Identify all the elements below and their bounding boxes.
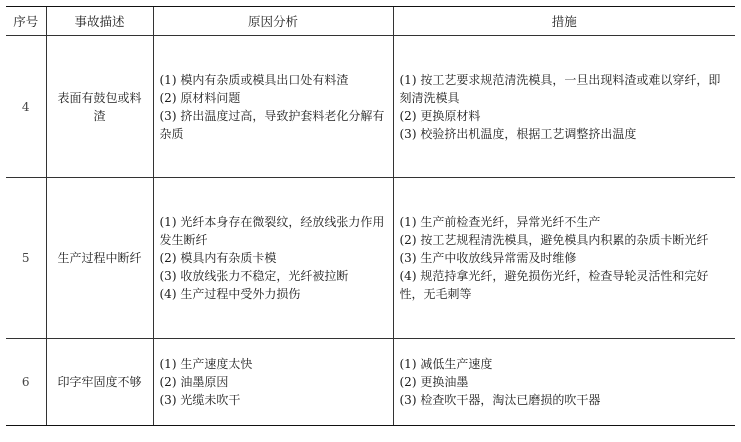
cause-item: (2) 油墨原因 [159,375,229,389]
table-row [6,178,735,339]
measure-item: (1) 按工艺要求规范清洗模具，一旦出现料渣或难以穿纤，即刻清洗模具 [399,72,721,105]
cause-item: (4) 生产过程中受外力损伤 [159,287,301,301]
table-row [6,339,735,426]
cause-item: (2) 原材料问题 [159,90,241,105]
row-number: 5 [6,178,46,339]
measure-item: (3) 校验挤出机温度，根据工艺调整挤出温度 [399,126,637,141]
row-number: 6 [6,339,46,426]
measure-list [393,178,735,339]
measure-list [393,36,735,178]
header-cause-analysis: 原因分析 [153,7,393,36]
cause-item: (3) 收放线张力不稳定，光纤被拉断 [159,269,349,283]
measure-item: (2) 更换油墨 [399,375,469,389]
cause-list [153,339,393,426]
header-description: 事故描述 [46,7,153,36]
row-description: 生产过程中断纤 [46,178,153,339]
measure-list [393,339,735,426]
cause-item: (3) 光缆未吹干 [159,393,241,407]
measure-item: (2) 更换原材料 [399,108,481,123]
cause-list [153,178,393,339]
row-number: 4 [6,36,46,178]
measure-item: (3) 生产中收放线异常需及时维修 [399,251,577,265]
cause-list [153,36,393,178]
cause-item: (1) 生产速度太快 [159,357,253,371]
row-description: 表面有鼓包或料渣 [46,36,153,178]
accident-table [6,6,735,426]
measure-item: (1) 减低生产速度 [399,357,493,371]
header-measures: 措施 [393,7,735,36]
cause-item: (1) 光纤本身存在微裂纹，经放线张力作用发生断纤 [159,215,385,247]
row-description: 印字牢固度不够 [46,339,153,426]
table-row [6,36,735,178]
measure-item: (4) 规范持拿光纤，避免损伤光纤，检查导轮灵活性和完好性，无毛刺等 [399,269,709,301]
measure-item: (3) 检查吹干器，淘汰已磨损的吹干器 [399,393,601,407]
header-row [6,7,735,36]
cause-item: (1) 模内有杂质或模具出口处有料渣 [159,72,349,87]
measure-item: (1) 生产前检查光纤，异常光纤不生产 [399,215,601,229]
header-no: 序号 [6,7,46,36]
measure-item: (2) 按工艺规程清洗模具，避免模具内积累的杂质卡断光纤 [399,233,709,247]
cause-item: (3) 挤出温度过高，导致护套料老化分解有杂质 [159,108,385,141]
cause-item: (2) 模具内有杂质卡模 [159,251,277,265]
